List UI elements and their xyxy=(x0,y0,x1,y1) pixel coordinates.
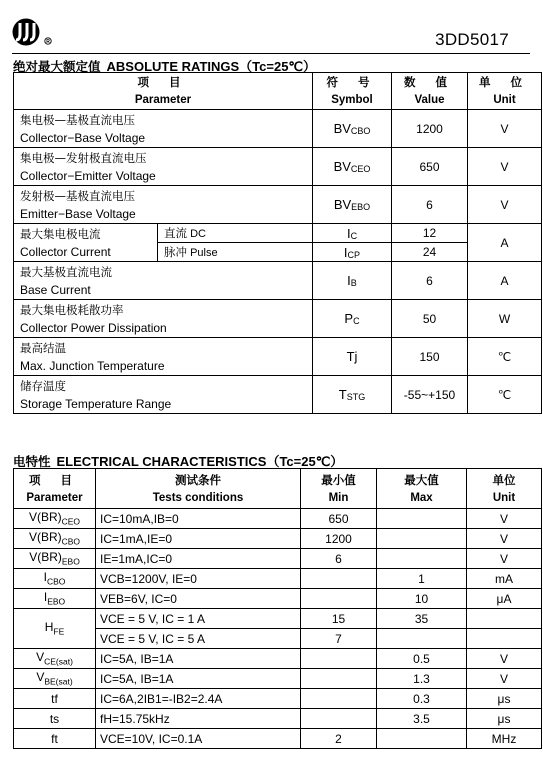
table-row: $I_{EBO}$ VEB=6V, IC=0 10 μA xyxy=(14,589,542,609)
table-row: 集电极—发射极直流电压 Collector−Emitter Voltage $BV_{CEO}$ 650 V xyxy=(14,148,542,186)
table-row: 集电极—基极直流电压 Collector−Base Voltage $BV_{CBO}$ 1200 V xyxy=(14,110,542,148)
header-divider xyxy=(12,53,530,54)
company-logo-icon xyxy=(12,18,56,46)
table-row: 最高结温 Max. Junction Temperature Tj 150 ℃ xyxy=(14,338,542,376)
table-row: VCE = 5 V, IC = 5 A 7 xyxy=(14,629,542,649)
table-row: 储存温度 Storage Temperature Range $T_{STG}$ -55~+150 ℃ xyxy=(14,376,542,414)
table-row: ts fH=15.75kHz 3.5 μs xyxy=(14,709,542,729)
table-row: 最大集电极耗散功率 Collector Power Dissipation $P_C$ 50 W xyxy=(14,300,542,338)
table-row: $V(BR)_{EBO}$ IE=1mA,IC=0 6 V xyxy=(14,549,542,569)
table-row: ft VCE=10V, IC=0.1A 2 MHz xyxy=(14,729,542,749)
table-header-row: 项 目 Parameter 测试条件 Tests conditions 最小值 Min 最大值 Max 单位 Unit xyxy=(14,469,542,509)
table-header-row: 项 目 Parameter 符 号 Symbol 数 值 Value 单 位 Unit xyxy=(14,73,542,110)
table-row: $V(BR)_{CBO}$ IC=1mA,IE=0 1200 V xyxy=(14,529,542,549)
table-row: 最大基极直流电流 Base Current $I_B$ 6 A xyxy=(14,262,542,300)
electrical-characteristics-title: 电特性 ELECTRICAL CHARACTERISTICS（Tc=25℃） xyxy=(13,454,344,469)
table-row: 最大集电极电流 Collector Current 直流 DC $I_C$ 12 A xyxy=(14,224,542,243)
absolute-ratings-table xyxy=(13,72,542,414)
svg-text:R: R xyxy=(46,39,50,45)
table-row: $V(BR)_{CEO}$ IC=10mA,IB=0 650 V xyxy=(14,509,542,529)
table-row: $V_{BE(sat)}$ IC=5A, IB=1A 1.3 V xyxy=(14,669,542,689)
table-row: $I_{CBO}$ VCB=1200V, IE=0 1 mA xyxy=(14,569,542,589)
part-number: 3DD5017 xyxy=(435,30,509,49)
table-row: $V_{CE(sat)}$ IC=5A, IB=1A 0.5 V xyxy=(14,649,542,669)
table-row: tf IC=6A,2IB1=-IB2=2.4A 0.3 μs xyxy=(14,689,542,709)
table-row: 发射极—基极直流电压 Emitter−Base Voltage $BV_{EBO}$ 6 V xyxy=(14,186,542,224)
table-row: $H_{FE}$ VCE = 5 V, IC = 1 A 15 35 xyxy=(14,609,542,629)
table-row: 脉冲 Pulse $I_{CP}$ 24 xyxy=(14,243,542,262)
electrical-characteristics-table xyxy=(13,468,542,749)
absolute-ratings-title: 绝对最大额定值 ABSOLUTE RATINGS（Tc=25℃） xyxy=(13,59,317,74)
